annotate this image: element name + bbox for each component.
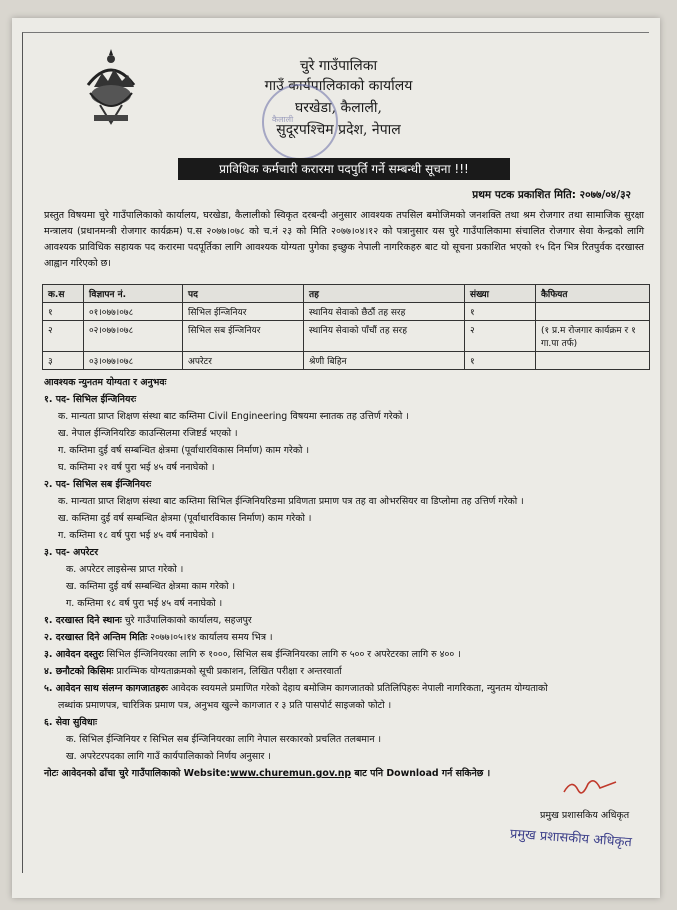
stamp-text: कैलाली: [272, 115, 294, 124]
post-1-item: ख. नेपाल ईन्जिनियरिङ काउन्सिलमा रजिष्टर्ड भएको ।: [58, 428, 238, 439]
header-line-2: गाउँ कार्यपालिकाको कार्यालय: [264, 78, 413, 94]
cell: [536, 303, 650, 321]
required-documents-cont: लब्धांक प्रमाणपत्र, चारित्रिक प्रमाण पत्र, अनुभव खुल्ने कागजात र ३ प्रति पासपोर्ट साइजको फोटो ।: [58, 700, 392, 711]
cell: १: [43, 303, 84, 321]
post-3-item: क. अपरेटर लाइसेन्स प्राप्त गरेको ।: [66, 564, 184, 575]
required-documents: ५. आवेदन साथ संलग्न कागजातहरुः आवेदक स्वयमले प्रमाणित गरेको देहाय बमोजिम कागजातको प्रतिलिपिहरुः नेपाली नागरिकता, न्युनतम योग्यताको: [44, 683, 548, 694]
cell: स्थानिय सेवाको पाँचौं तह सरह: [304, 321, 465, 352]
post-1-item: क. मान्यता प्राप्त शिक्षण संस्था बाट कम्तिमा Civil Engineering विषयमा स्नातक तह उत्तिर्ण गरेको ।: [58, 411, 409, 422]
cell: २: [43, 321, 84, 352]
post-2-item: क. मान्यता प्राप्त शिक्षण संस्था बाट कम्तिमा सिभिल ईन्जिनियरिङमा प्रविणता प्रमाण पत्र तह वा ओभरसियर वा डिप्लोमा तह उत्तिर्ण गरेको ।: [58, 496, 524, 507]
header-line-4: सुदूरपश्चिम प्रदेश, नेपाल: [276, 122, 401, 138]
cell: अपरेटर: [183, 352, 304, 370]
post-1-item: ग. कम्तिमा दुई वर्ष सम्बन्धित क्षेत्रमा (पूर्वाधारविकास निर्माण) काम गरेको ।: [58, 445, 310, 456]
intro-paragraph: प्रस्तुत विषयमा चुरे गाउँपालिकाको कार्यालय, घरखेडा, कैलालीको स्विकृत दरबन्दी अनुसार आवश्यक तपसिल बमोजिमको जनशक्ति तथा श्रम रोजगार तथा सामाजिक सुरक्षा मन्त्रालय (प्रधानमन्त्री रोजगार कार्यक्रम) प.स २०७७।०७८ को च.नं २३ को मिति २०७७।०४।१२ को पत्रानुसार यस चुरे गाउँपालिकामा संचालित रोजगार सेवा केन्द्रको लागि आवश्यक प्राविधिक सहायक पद करारमा पदपूर्तिका लागि आवश्यक योग्यता पुगेका इच्छुक नेपाली नागरिकहरु बाट यो सूचना प्रकाशित भएको १५ दिन भित्र रितपुर्वक दरखास्त आह्वान गरिएको छ।: [44, 210, 644, 269]
note-line: नोटः आवेदनको ढाँचा चुरे गाउँपालिकाको Website:www.churemun.gov.np बाट पनि Download गर्न सकिनेछ ।: [44, 768, 491, 779]
cell: ३: [43, 352, 84, 370]
table-row: [43, 352, 650, 370]
col-remarks: कैफियत: [536, 285, 650, 303]
col-adv-no: विज्ञापन नं.: [84, 285, 183, 303]
post-2-item: ख. कम्तिमा दुई वर्ष सम्बन्धित क्षेत्रमा (पूर्वाधारविकास निर्माण) काम गरेको ।: [58, 513, 312, 524]
signatory-title: प्रमुख प्रशासकिय अधिकृत: [540, 810, 630, 821]
selection-method: ४. छनौटको किसिमः प्रारम्भिक योग्यताक्रमको सूची प्रकाशन, लिखित परीक्षा र अन्तरवार्ता: [44, 666, 342, 677]
application-fee: ३. आवेदन दस्तुरः सिभिल ईन्जिनियरका लागि रु १०००, सिभिल सब ईन्जिनियरका लागि रु ५०० र अपरेटरका लागि रु ४०० ।: [44, 649, 461, 660]
header-line-3: घरखेडा, कैलाली,: [295, 100, 382, 116]
vacancy-table: [42, 284, 650, 370]
col-count: संख्या: [465, 285, 536, 303]
post-1-heading: १. पद- सिभिल ईन्जिनियरः: [44, 394, 137, 405]
application-deadline: २. दरखास्त दिने अन्तिम मितिः २०७७।०५।१४ कार्यालय समय भित्र ।: [44, 632, 273, 643]
cell: १: [465, 303, 536, 321]
signatory-stamp: प्रमुख प्रशासकीय अधिकृत: [509, 826, 633, 851]
cell: ०२।०७७।०७८: [84, 321, 183, 352]
cell: सिभिल सब ईन्जिनियर: [183, 321, 304, 352]
table-header-row: [43, 285, 650, 303]
cell: [536, 352, 650, 370]
col-post: पद: [183, 285, 304, 303]
post-2-heading: २. पद- सिभिल सब ईन्जिनियरः: [44, 479, 152, 490]
qualification-heading: आवश्यक न्युनतम योग्यता र अनुभवः: [44, 377, 167, 388]
cell: १: [465, 352, 536, 370]
col-sn: क.स: [43, 285, 84, 303]
post-3-item: ग. कम्तिमा १८ वर्ष पुरा भई ४५ वर्ष ननाघेको ।: [66, 598, 223, 609]
publish-date: प्रथम पटक प्रकाशित मिति: २०७७/०४/३२: [472, 189, 631, 201]
post-3-item: ख. कम्तिमा दुई वर्ष सम्बन्धित क्षेत्रमा काम गरेको ।: [66, 581, 236, 592]
cell: सिभिल ईन्जिनियर: [183, 303, 304, 321]
cell: स्थानिय सेवाको छैठौं तह सरह: [304, 303, 465, 321]
post-2-item: ग. कम्तिमा १८ वर्ष पुरा भई ४५ वर्ष ननाघेको ।: [58, 530, 215, 541]
table-row: [43, 303, 650, 321]
post-1-item: घ. कम्तिमा २१ वर्ष पुरा भई ४५ वर्ष ननाघेको ।: [58, 462, 215, 473]
signature-icon: [560, 774, 620, 800]
cell: श्रेणी बिहिन: [304, 352, 465, 370]
cell: (१ प्र.म रोजगार कार्यक्रम र १ गा.पा तर्फ): [536, 321, 650, 352]
cell: २: [465, 321, 536, 352]
facility-item: क. सिभिल ईन्जिनियर र सिभिल सब ईन्जिनियरका लागि नेपाल सरकारको प्रचलित तलबमान ।: [66, 734, 382, 745]
table-row: [43, 321, 650, 352]
col-level: तह: [304, 285, 465, 303]
facilities-heading: ६. सेवा सुविधाः: [44, 717, 98, 728]
application-place: १. दरखास्त दिने स्थानः चुरे गाउँपालिकाको कार्यालय, सहजपुर: [44, 615, 252, 626]
notice-title-banner: प्राविधिक कर्मचारी करारमा पदपुर्ति गर्ने सम्बन्धी सूचना !!!: [178, 158, 510, 180]
website-link[interactable]: www.churemun.gov.np: [230, 768, 352, 779]
header-line-1: चुरे गाउँपालिका: [299, 58, 378, 74]
cell: ०३।०७७।०७८: [84, 352, 183, 370]
office-stamp: [262, 84, 338, 160]
post-3-heading: ३. पद- अपरेटर: [44, 547, 99, 558]
cell: ०१।०७७।०७८: [84, 303, 183, 321]
facility-item: ख. अपरेटरपदका लागि गाउँ कार्यपालिकाको निर्णय अनुसार ।: [66, 751, 271, 762]
